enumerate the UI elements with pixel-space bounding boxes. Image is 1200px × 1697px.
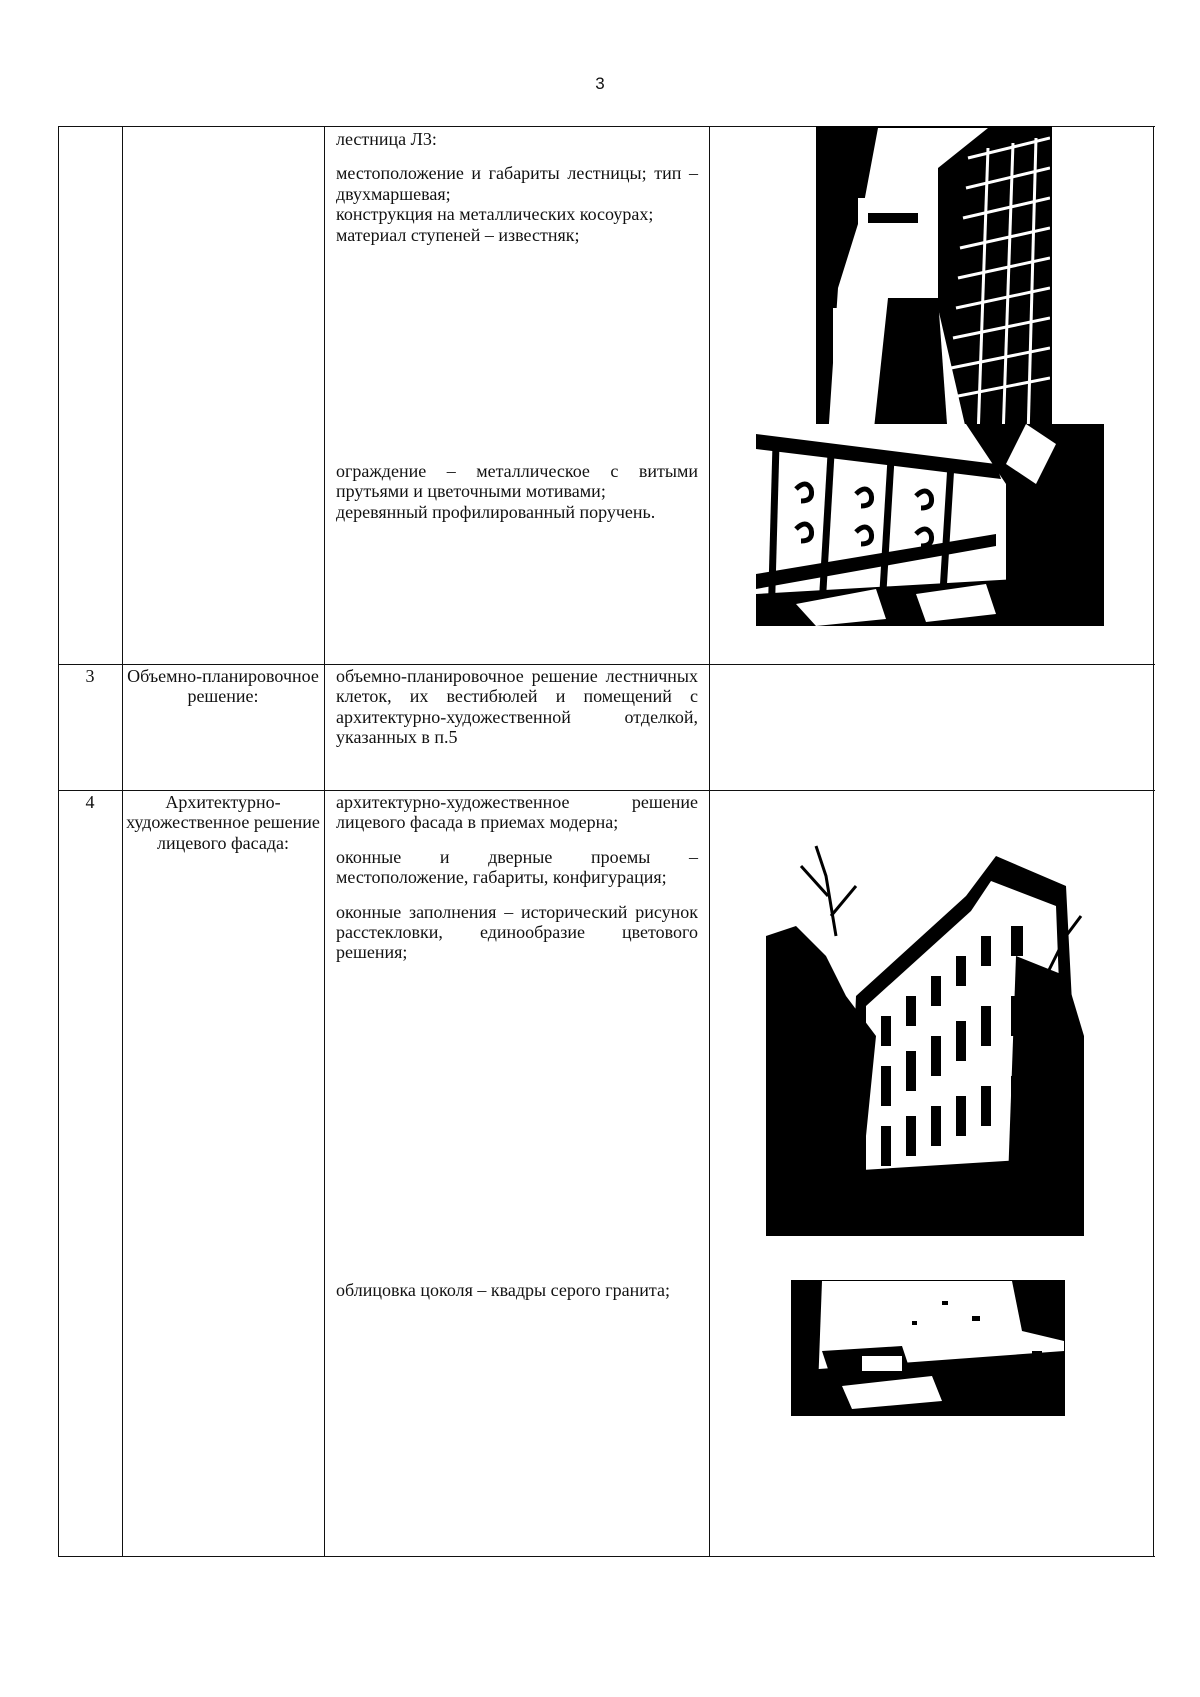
row-number: 3 <box>85 666 95 686</box>
railing-photo <box>756 424 1104 626</box>
row-label: Архитектурно-художественное решение лицевого фасада: <box>126 792 320 853</box>
description-paragraph: лестница Л3: <box>336 129 437 149</box>
description-paragraph: местоположение и габариты лестницы; тип – двухмаршевая; <box>336 163 698 204</box>
row-label: Объемно-планировочное решение: <box>127 666 319 707</box>
column-divider-description <box>709 126 710 1557</box>
column-divider-number <box>122 126 123 1557</box>
description-paragraph: объемно-планировочное решение лестничных клеток, их вестибюлей и помещений с архитектурно-художественной отделкой, указанных в п.5 <box>336 666 698 748</box>
facade-photo <box>766 836 1084 1236</box>
row-divider-4 <box>58 790 1155 791</box>
description-paragraph: материал ступеней – известняк; <box>336 224 580 245</box>
staircase-photo <box>816 126 1052 440</box>
page-number: 3 <box>595 74 605 93</box>
description-paragraph: деревянный профилированный поручень. <box>336 501 656 522</box>
description-paragraph: архитектурно-художественное решение лицевого фасада в приемах модерна; <box>336 792 698 833</box>
description-paragraph: конструкция на металлических косоурах; <box>336 204 654 225</box>
table-border-bottom <box>58 1556 1155 1557</box>
description-paragraph: оконные заполнения – исторический рисунок расстекловки, единообразие цветового решения; <box>336 901 698 963</box>
table-border-right <box>1153 126 1154 1557</box>
row-description <box>336 666 698 748</box>
row-description <box>336 129 698 245</box>
row-description <box>336 1280 698 1300</box>
plinth-photo <box>791 1280 1065 1416</box>
column-divider-label <box>324 126 325 1557</box>
description-paragraph: оконные и дверные проемы – местоположение, габариты, конфигурация; <box>336 846 698 888</box>
row-description <box>336 461 698 522</box>
row-number: 4 <box>85 792 95 812</box>
row-divider-3 <box>58 664 1155 665</box>
description-paragraph: ограждение – металлическое с витыми прутьями и цветочными мотивами; <box>336 461 698 502</box>
description-paragraph: облицовка цоколя – квадры серого гранита; <box>336 1280 671 1300</box>
table-border-left <box>58 126 59 1557</box>
row-description <box>336 792 698 963</box>
protection-subject-table <box>58 126 1155 1557</box>
